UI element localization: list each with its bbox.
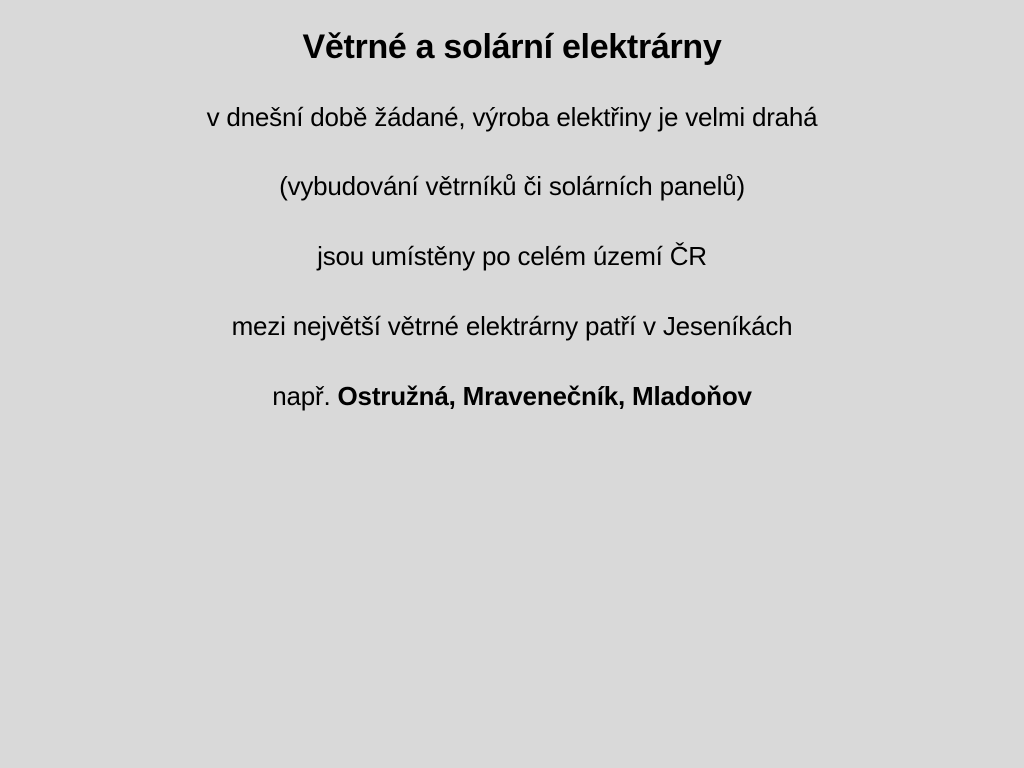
bullet-line-4: mezi největší větrné elektrárny patří v Jeseníkách <box>231 311 793 341</box>
slide-title: Větrné a solární elektrárny <box>302 28 722 66</box>
example-prefix: např. <box>272 381 331 411</box>
bullet-line-3: jsou umístěny po celém území ČR <box>317 241 707 271</box>
example-line <box>0 378 1024 414</box>
example-places: Ostružná, Mravenečník, Mladoňov <box>337 381 752 411</box>
bullet-line-2: (vybudování větrníků či solárních panelů) <box>279 171 745 201</box>
bullet-line-1: v dnešní době žádané, výroba elektřiny je velmi drahá <box>206 102 818 132</box>
